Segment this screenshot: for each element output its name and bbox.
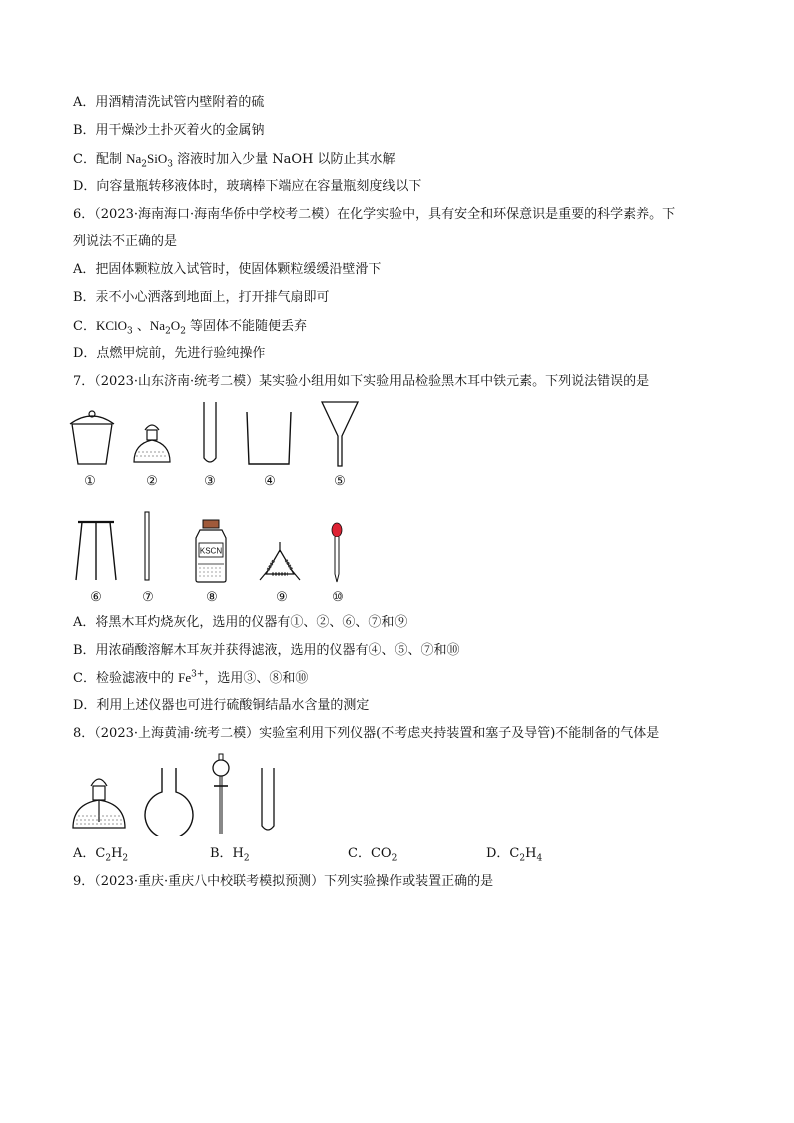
alcohol-lamp-icon bbox=[130, 418, 174, 466]
test-tube-icon bbox=[258, 766, 278, 836]
q7-option-c: C．检验滤液中的 $Fe^{3+}$，选用③、⑧和⑩ bbox=[73, 669, 309, 686]
q9-stem: 9．（2023·重庆·重庆八中校联考模拟预测）下列实验操作或装置正确的是 bbox=[73, 874, 494, 889]
clay-triangle-icon bbox=[258, 540, 302, 582]
q5-option-d: D．向容量瓶转移液体时，玻璃棒下端应在容量瓶刻度线以下 bbox=[73, 179, 422, 194]
q7-stem: 7．（2023·山东济南·统考二模）某实验小组用如下实验用品检验黑木耳中铁元素。下列说法错误的是 bbox=[73, 374, 650, 389]
q7-option-a: A．将黑木耳灼烧灰化，选用的仪器有①、②、⑥、⑦和⑨ bbox=[73, 615, 408, 630]
label-9: ⑨ bbox=[276, 590, 288, 605]
label-2: ② bbox=[146, 474, 158, 489]
tripod-icon bbox=[74, 518, 118, 582]
separatory-funnel-icon bbox=[206, 752, 236, 836]
q8-option-b: B．$H_2$ bbox=[210, 846, 250, 864]
label-8: ⑧ bbox=[206, 590, 218, 605]
q6-stem-line1: 6．（2023·海南海口·海南华侨中学校考二模）在化学实验中，具有安全和环保意识是重要的科学素养。下 bbox=[73, 207, 676, 222]
label-1: ① bbox=[84, 474, 96, 489]
label-5: ⑤ bbox=[334, 474, 346, 489]
q6-stem-line2: 列说法不正确的是 bbox=[73, 234, 178, 249]
q5-option-b: B．用干燥沙土扑灭着火的金属钠 bbox=[73, 123, 265, 138]
label-7: ⑦ bbox=[142, 590, 154, 605]
q8-stem: 8．（2023·上海黄浦·统考二模）实验室利用下列仪器(不考虑夹持装置和塞子及导管)不能制备的气体是 bbox=[73, 726, 660, 741]
q6-option-a: A．把固体颗粒放入试管时，使固体颗粒缓缓沿壁滑下 bbox=[73, 262, 382, 277]
funnel-icon bbox=[320, 398, 360, 468]
q5-option-c: C．配制 $Na_2SiO_3$ 溶液时加入少量 NaOH 以防止其水解 bbox=[73, 151, 396, 170]
kscn-label: KSCN bbox=[199, 546, 223, 556]
glass-rod-icon bbox=[142, 510, 152, 582]
round-bottom-flask-icon bbox=[142, 766, 196, 836]
alcohol-lamp-icon bbox=[70, 770, 128, 832]
q8-option-d: D．$C_2H_4$ bbox=[486, 846, 543, 864]
q6-option-d: D．点燃甲烷前，先进行验纯操作 bbox=[73, 346, 266, 361]
beaker-icon bbox=[244, 410, 294, 468]
label-4: ④ bbox=[264, 474, 276, 489]
q6-option-b: B．汞不小心洒落到地面上，打开排气扇即可 bbox=[73, 290, 330, 305]
label-10: ⑩ bbox=[332, 590, 344, 605]
q6-option-c: C．KClO$_3$ 、$Na_2O_2$ 等固体不能随便丢弃 bbox=[73, 318, 308, 337]
q8-option-a: A．$C_2H_2$ bbox=[73, 846, 129, 864]
crucible-icon bbox=[68, 400, 116, 468]
q7-option-b: B．用浓硝酸溶解木耳灰并获得滤液，选用的仪器有④、⑤、⑦和⑩ bbox=[73, 643, 460, 658]
q8-option-c: C．$CO_2$ bbox=[348, 846, 398, 864]
reagent-bottle-icon bbox=[190, 518, 232, 584]
label-3: ③ bbox=[204, 474, 216, 489]
q5-option-a: A．用酒精清洗试管内壁附着的硫 bbox=[73, 95, 265, 110]
q7-option-d: D．利用上述仪器也可进行硫酸铜结晶水含量的测定 bbox=[73, 698, 370, 713]
test-tube-icon bbox=[200, 400, 220, 468]
dropper-icon bbox=[330, 522, 344, 584]
label-6: ⑥ bbox=[90, 590, 102, 605]
